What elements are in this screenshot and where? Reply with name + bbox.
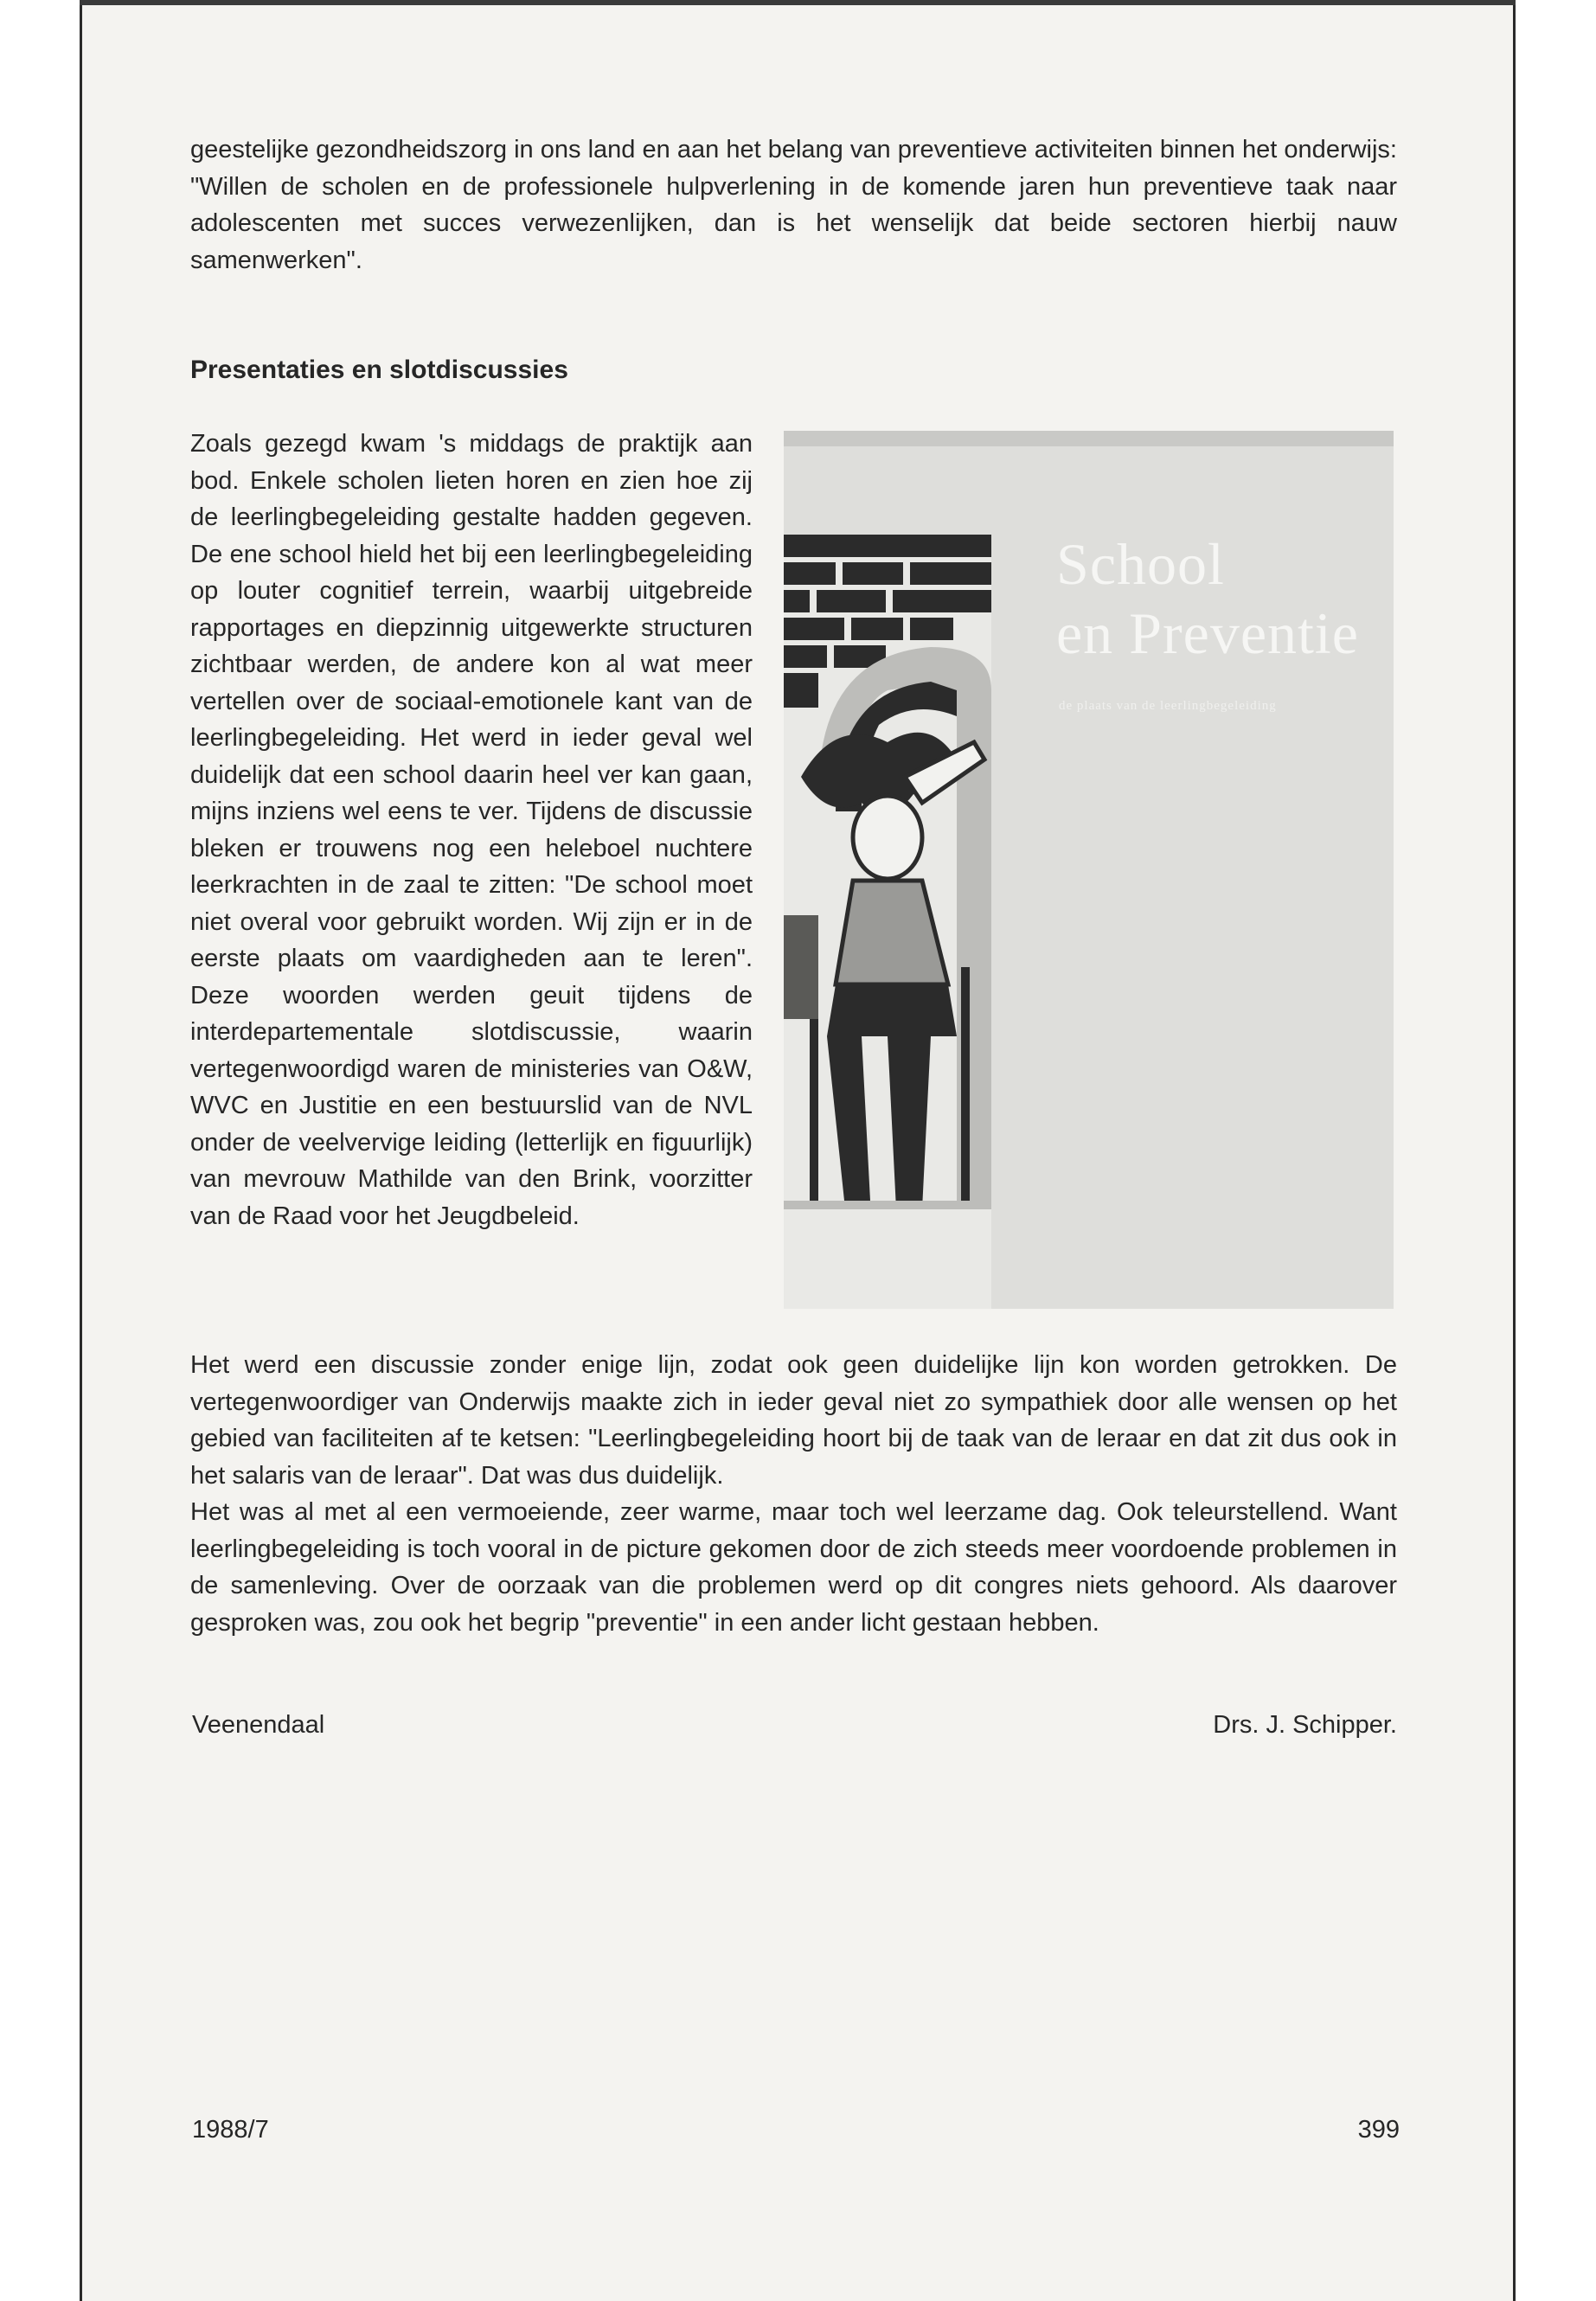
intro-paragraph: geestelijke gezondheidszorg in ons land en aan het belang van preventieve activiteiten binnen het onderwijs: "Willen de scholen en de professionele hulpverlening in de komende jaren hun preventieve taak naar adolescenten met succes verwezenlijken, dan is het wenselijk dat beide sectoren hierbij nauw samenwerken". — [190, 136, 1397, 274]
closing-paragraph-1: Het werd een discussie zonder enige lijn, zodat ook geen duidelijke lijn kon worden getrokken. De vertegenwoordiger van Onderwijs maakte zich in ieder geval niet zo sympathiek door alle wensen op het gebied van faciliteiten af te ketsen: "Leerlingbegeleiding hoort bij de taak van de leraar en dat zit dus ook in het salaris van de leraar". Dat was dus duidelijk. — [190, 1351, 1397, 1490]
cover-title-line2: en Preventie — [1056, 600, 1359, 666]
section-heading: Presentaties en slotdiscussies — [190, 356, 568, 384]
signature-place: Veenendaal — [192, 1711, 325, 1739]
wrapped-paragraph: Zoals gezegd kwam 's middags de praktijk aan bod. Enkele scholen lieten horen en zien hoe zij de leerlingbegeleiding gestalte hadden gegeven. De ene school hield het bij een leerlingbegeleiding op louter cognitief terrein, waarbij uitgebreide rapportages en diepzinnig uitgewerkte structuren zichtbaar werden, de andere kon al wat meer vertellen over de sociaal-emotionele kant van de leerlingbegeleiding. Het werd in ieder geval wel duidelijk dat een school daarin heel ver kan gaan, mijns inziens wel eens te ver. Tijdens de discussie bleken er trouwens nog een heleboel nuchtere leerkrachten in de zaal te zitten: "De school moet niet overal voor gebruikt worden. Wij zijn er in de eerste plaats om vaardigheden aan te leren". Deze woorden werden geuit tijdens de interdepartementale slotdiscussie, waarin vertegenwoordigd waren de ministeries van O&W, WVC en Justitie en een bestuurslid van de NVL onder de veelvervige leiding (letterlijk en figuurlijk) van mevrouw Mathilde van den Brink, voorzitter van de Raad voor het Jeugdbeleid. — [190, 430, 753, 1230]
scan-top-edge — [80, 0, 1516, 5]
book-cover-image — [784, 431, 1394, 1309]
cover-title-line1: School — [1056, 531, 1225, 597]
cover-subtitle: de plaats van de leerlingbegeleiding — [1059, 699, 1277, 713]
footer-page-number: 399 — [1357, 2116, 1400, 2144]
closing-paragraph-2: Het was al met al een vermoeiende, zeer warme, maar toch wel leerzame dag. Ook teleurstellend. Want leerlingbegeleiding is toch vooral in de picture gekomen door de zich steeds meer voordoende problemen in de samenleving. Over de oorzaak van die problemen werd op dit congres niets gehoord. Als daarover gesproken was, zou ook het begrip "preventie" in een ander licht gestaan hebben. — [190, 1498, 1397, 1637]
closing-text — [190, 1347, 1397, 1641]
footer-issue: 1988/7 — [192, 2116, 269, 2144]
signature-author: Drs. J. Schipper. — [1213, 1711, 1397, 1739]
